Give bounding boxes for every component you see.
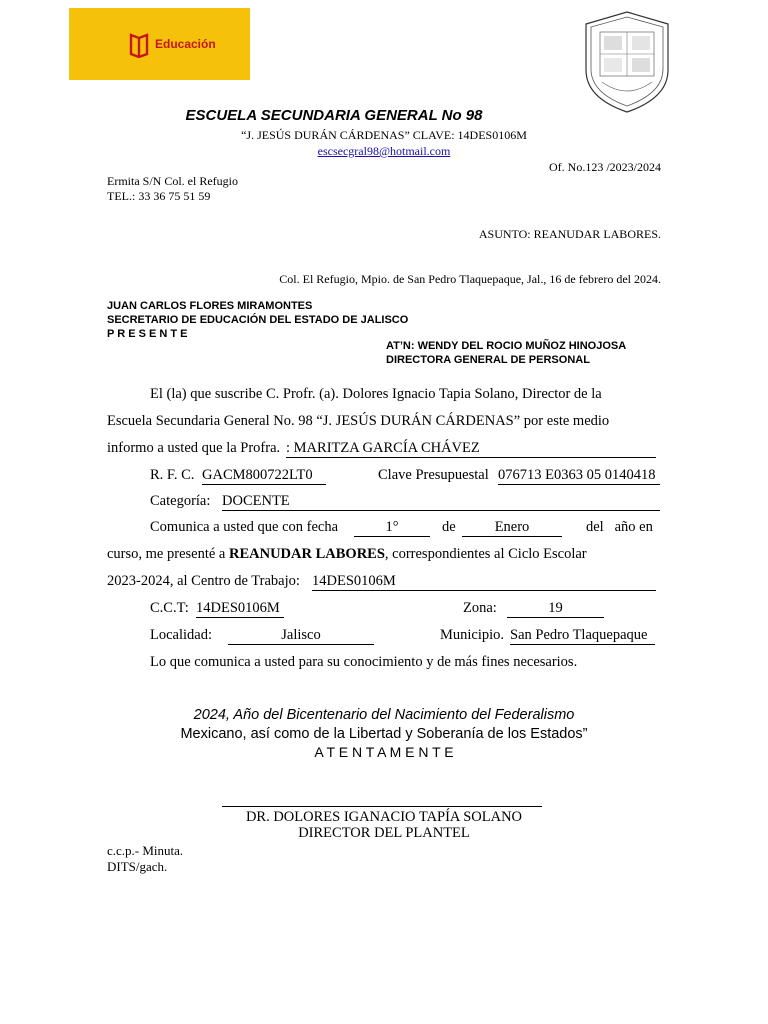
municipio-value: San Pedro Tlaquepaque bbox=[510, 627, 648, 643]
attention-title: DIRECTORA GENERAL DE PERSONAL bbox=[386, 354, 590, 366]
curso-bold: REANUDAR LABORES bbox=[229, 546, 385, 562]
motto-line-2: Mexicano, así como de la Libertad y Soberanía de los Estados” bbox=[180, 726, 588, 742]
clave-value: 076713 E0363 05 0140418 bbox=[498, 467, 656, 483]
categoria-value: DOCENTE bbox=[222, 493, 290, 509]
atentamente: A T E N T A M E N T E bbox=[314, 744, 454, 760]
ccp-line-2: DITS/gach. bbox=[107, 859, 168, 874]
closing-line: Lo que comunica a usted para su conocimiento y de más fines necesarios. bbox=[150, 654, 578, 670]
signer-name: DR. DOLORES IGANACIO TAPÍA SOLANO bbox=[245, 809, 523, 825]
municipio-label: Municipio. bbox=[440, 627, 505, 643]
attention-line: AT’N: WENDY DEL ROCIO MUÑOZ HINOJOSA bbox=[386, 340, 627, 352]
fecha-day: 1° bbox=[385, 519, 399, 535]
fecha-de: de bbox=[442, 519, 456, 535]
oficio-number: Of. No.123 /2023/2024 bbox=[549, 160, 661, 174]
localidad-label: Localidad: bbox=[150, 627, 213, 643]
fecha-month: Enero bbox=[494, 519, 530, 535]
place-date: Col. El Refugio, Mpio. de San Pedro Tlaquepaque, Jal., 16 de febrero del 2024. bbox=[279, 272, 661, 286]
categoria-label: Categoría: bbox=[150, 493, 211, 509]
rfc-value: GACM800722LT0 bbox=[202, 467, 313, 483]
paragraph-line-1: El (la) que suscribe C. Profr. (a). Dolores Ignacio Tapia Solano, Director de la bbox=[150, 386, 602, 402]
presente: P R E S E N T E bbox=[107, 328, 188, 340]
cct-value: 14DES0106M bbox=[196, 600, 280, 616]
school-subtitle: “J. JESÚS DURÁN CÁRDENAS” CLAVE: 14DES0106M bbox=[241, 128, 527, 142]
signature-line bbox=[222, 806, 542, 807]
curso-suffix: , correspondientes al Ciclo Escolar bbox=[384, 546, 587, 562]
motto-line-1: 2024, Año del Bicentenario del Nacimiento del Federalismo bbox=[193, 707, 575, 723]
logo-text: Educación bbox=[155, 37, 216, 51]
profra-name: : MARITZA GARCÍA CHÁVEZ bbox=[286, 440, 480, 456]
rfc-label: R. F. C. bbox=[150, 467, 195, 483]
centro-label: 2023-2024, al Centro de Trabajo: bbox=[107, 573, 300, 589]
school-name: ESCUELA SECUNDARIA GENERAL No 98 bbox=[185, 107, 483, 124]
school-email-link[interactable]: escsecgral98@hotmail.com bbox=[317, 144, 451, 158]
ccp-line-1: c.c.p.- Minuta. bbox=[107, 843, 184, 858]
recipient-title: SECRETARIO DE EDUCACIÓN DEL ESTADO DE JALISCO bbox=[107, 314, 409, 326]
paragraph-line-3: informo a usted que la Profra. bbox=[107, 440, 281, 456]
school-phone: TEL.: 33 36 75 51 59 bbox=[107, 189, 211, 203]
asunto: ASUNTO: REANUDAR LABORES. bbox=[478, 227, 661, 241]
book-icon bbox=[129, 32, 149, 58]
fecha-suffix: del año en bbox=[586, 519, 653, 535]
recipient-name: JUAN CARLOS FLORES MIRAMONTES bbox=[107, 300, 313, 312]
curso-line bbox=[107, 546, 587, 563]
school-shield-icon bbox=[584, 10, 670, 114]
centro-value: 14DES0106M bbox=[312, 573, 396, 589]
paragraph-line-2: Escuela Secundaria General No. 98 “J. JESÚS DURÁN CÁRDENAS” por este medio bbox=[107, 413, 610, 429]
school-address: Ermita S/N Col. el Refugio bbox=[107, 174, 238, 188]
cct-label: C.C.T: bbox=[150, 600, 189, 616]
fecha-prefix: Comunica a usted que con fecha bbox=[150, 519, 339, 535]
zona-label: Zona: bbox=[463, 600, 497, 616]
localidad-value: Jalisco bbox=[281, 627, 321, 643]
zona-value: 19 bbox=[548, 600, 563, 616]
education-logo bbox=[69, 8, 250, 80]
clave-label: Clave Presupuestal bbox=[378, 467, 489, 483]
curso-prefix: curso, me presenté a bbox=[107, 546, 229, 562]
signer-role: DIRECTOR DEL PLANTEL bbox=[298, 825, 470, 841]
